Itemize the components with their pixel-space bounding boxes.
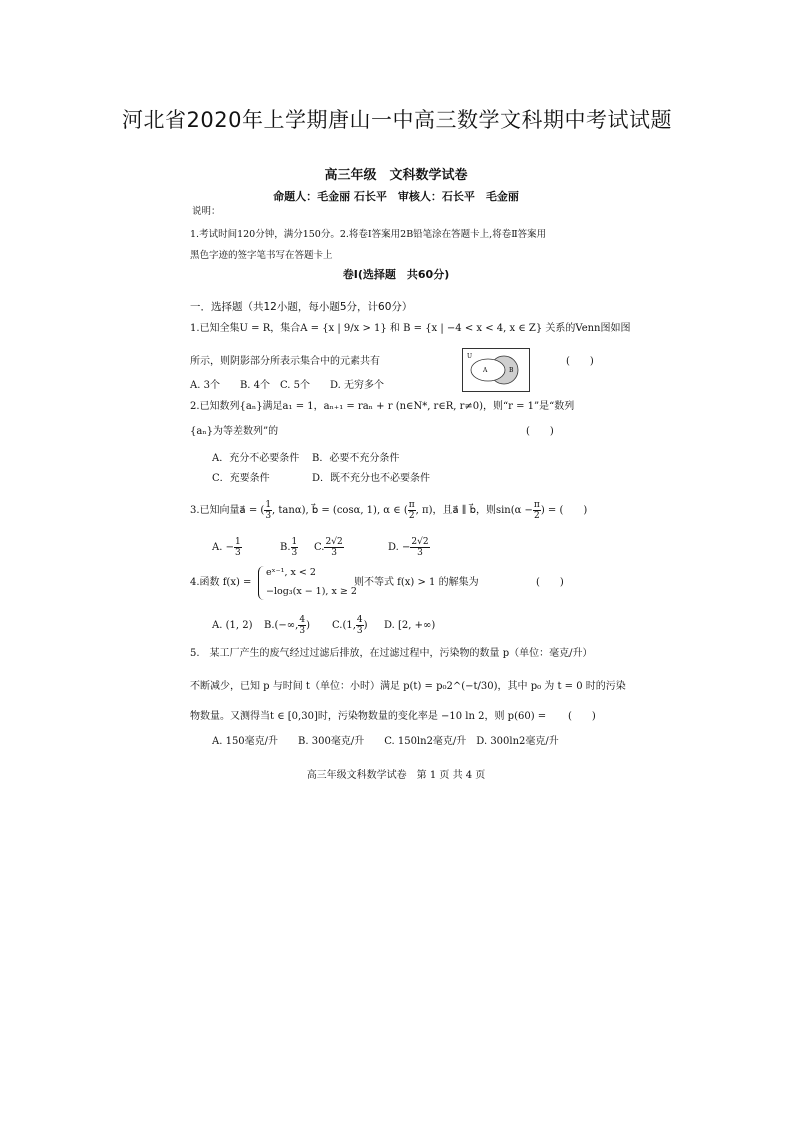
q4-option-b: B.(−∞, $\frac{4}{3}$ ): [264, 615, 310, 636]
q3-d-den: 3: [417, 548, 423, 558]
q4-b-num: 4: [299, 615, 306, 625]
q4-option-d: D. [2, +∞): [384, 620, 436, 631]
q3-option-b-frac: [291, 537, 299, 558]
q5-line-3: 物数量。又测得当t ∈ [0,30]时，污染物数量的变化率是 −10 ln 2，则 p(60) =: [190, 711, 547, 722]
exam-page: [176, 150, 631, 790]
q1-line-2: 所示，则阴影部分所表示集合中的元素共有: [190, 356, 380, 367]
q3-option-c-frac: [324, 537, 343, 558]
q5-options: A. 150毫克/升 B. 300毫克/升 C. 150ln2毫克/升 D. 300ln2毫克/升: [212, 736, 559, 747]
note-line-1: 1.考试时间120分钟，满分150分。2.将卷Ⅰ答案用2B铅笔涂在答题卡上,将卷Ⅱ答案用: [190, 229, 547, 240]
q4-option-c-label: C.(1,: [332, 620, 356, 631]
q3-option-a-frac: [234, 537, 242, 558]
q2-line-2: {aₙ}为等差数列”的: [190, 426, 279, 437]
q4-answer-paren: ( ): [536, 577, 564, 588]
q3-pi-den: 2: [408, 511, 415, 521]
document-title: 河北省2020年上学期唐山一中高三数学文科期中考试试题: [122, 108, 672, 132]
q3-option-b-label: B.: [280, 542, 291, 553]
venn-label-u: U: [467, 353, 473, 360]
q4-case-2: −log₃(x − 1), x ≥ 2: [266, 586, 357, 597]
q3-pi-num: π: [408, 500, 415, 510]
q3-c-num: 2√2: [325, 537, 343, 547]
q3-option-c-label: C.: [314, 542, 325, 553]
q4-option-a: A. (1, 2): [212, 620, 253, 631]
q3-option-c: [314, 537, 344, 558]
q1-answer-paren: ( ): [566, 356, 594, 367]
note-line-2: 黑色字迹的签字笔书写在答题卡上: [190, 250, 333, 261]
q3-fraction-one-third: [264, 500, 272, 521]
q2-option-b: B．必要不充分条件: [312, 453, 400, 464]
q2-option-d: D．既不充分也不必要条件: [312, 473, 431, 484]
q3-option-a: [212, 537, 242, 558]
q3-fraction-pi-half: [408, 500, 416, 521]
q3-a-num: 1: [234, 537, 241, 547]
q3-d-num: 2√2: [411, 537, 429, 547]
exam-title: 高三年级 文科数学试卷: [324, 168, 468, 183]
q4-option-b-label: B.(−∞,: [264, 620, 299, 631]
q3-prefix: 3.已知向量a⃗ = (: [190, 505, 265, 516]
q3-frac-den: 3: [265, 511, 272, 521]
q2-answer-paren: ( ): [526, 426, 554, 437]
q3-option-b: [280, 537, 298, 558]
q4-option-c-frac: [356, 615, 364, 636]
q2-line-1: 2.已知数列{aₙ}满足a₁ = 1，aₙ₊₁ = raₙ + r (n∈N*, r∈R, r≠0)，则“r = 1”是“数列: [190, 401, 575, 412]
part-heading: 一．选择题（共12小题，每小题5分，计60分）: [190, 301, 413, 313]
q3-frac-num: 1: [265, 500, 272, 510]
q5-line-2: 不断减少，已知 p 与时间 t（单位：小时）满足 p(t) = p₀2^(−t/30)，其中 p₀ 为 t = 0 时的污染: [190, 681, 626, 692]
venn-diagram-svg: [463, 349, 529, 391]
venn-label-a: A: [483, 367, 488, 374]
q2-option-a: A．充分不必要条件: [212, 453, 300, 464]
q3-c-den: 3: [331, 548, 337, 558]
venn-label-b: B: [509, 367, 514, 374]
q3-option-d-label: D. −: [388, 542, 411, 553]
q3-b-den: 3: [291, 548, 298, 558]
note-label: 说明：: [192, 206, 221, 217]
q3-option-d: [388, 537, 430, 558]
q3-pi-den-2: 2: [534, 511, 540, 521]
q3-mid: , tanα), b⃗ = (cosα, 1), α ∈ (: [272, 505, 408, 516]
q3-suffix: ) = ( ): [540, 505, 588, 516]
q4-option-c: C.(1, $\frac{4}{3}$ ): [332, 615, 368, 636]
venn-circle-a: [471, 359, 505, 381]
q4-suffix: 则不等式 f(x) > 1 的解集为: [354, 577, 479, 588]
q4-brace: [258, 566, 265, 600]
q4-option-b-frac: [298, 615, 306, 636]
q4-c-den: 3: [356, 626, 363, 636]
q1-options: A. 3个 B. 4个 C. 5个 D. 无穷多个: [190, 380, 385, 391]
q4-prefix: 4.函数 f(x) =: [190, 577, 252, 588]
q3-b-num: 1: [291, 537, 298, 547]
q3-pi-num-2: π: [533, 500, 540, 510]
q5-line-1: 5. 某工厂产生的废气经过过滤后排放，在过滤过程中，污染物的数量 p（单位：毫克/升）: [190, 648, 593, 659]
q3-mid2: , π)，且a⃗ ∥ b⃗，则sin(α −: [415, 505, 533, 516]
exam-authors: 命题人：毛金丽 石长平 审核人：石长平 毛金丽: [273, 190, 519, 203]
q4-b-den: 3: [299, 626, 306, 636]
q3-a-den: 3: [234, 548, 241, 558]
q4-c-num: 4: [356, 615, 363, 625]
venn-diagram: [462, 348, 530, 392]
q3-fraction-pi-half-2: [533, 500, 541, 521]
q5-answer-paren: ( ): [568, 711, 596, 722]
q2-option-c: C．充要条件: [212, 473, 270, 484]
section-heading: 卷Ⅰ(选择题 共60分): [342, 268, 450, 281]
q3-stem: [190, 500, 587, 521]
q3-option-a-label: A. −: [212, 542, 234, 553]
q1-line-1: 1.已知全集U = R，集合A = {x | 9/x > 1} 和 B = {x | −4 < x < 4, x ∈ Z} 关系的Venn图如图: [190, 323, 631, 334]
q4-case-1: eˣ⁻¹, x < 2: [266, 567, 316, 578]
page-footer: 高三年级文科数学试卷 第 1 页 共 4 页: [306, 770, 486, 781]
q3-option-d-frac: [410, 537, 429, 558]
